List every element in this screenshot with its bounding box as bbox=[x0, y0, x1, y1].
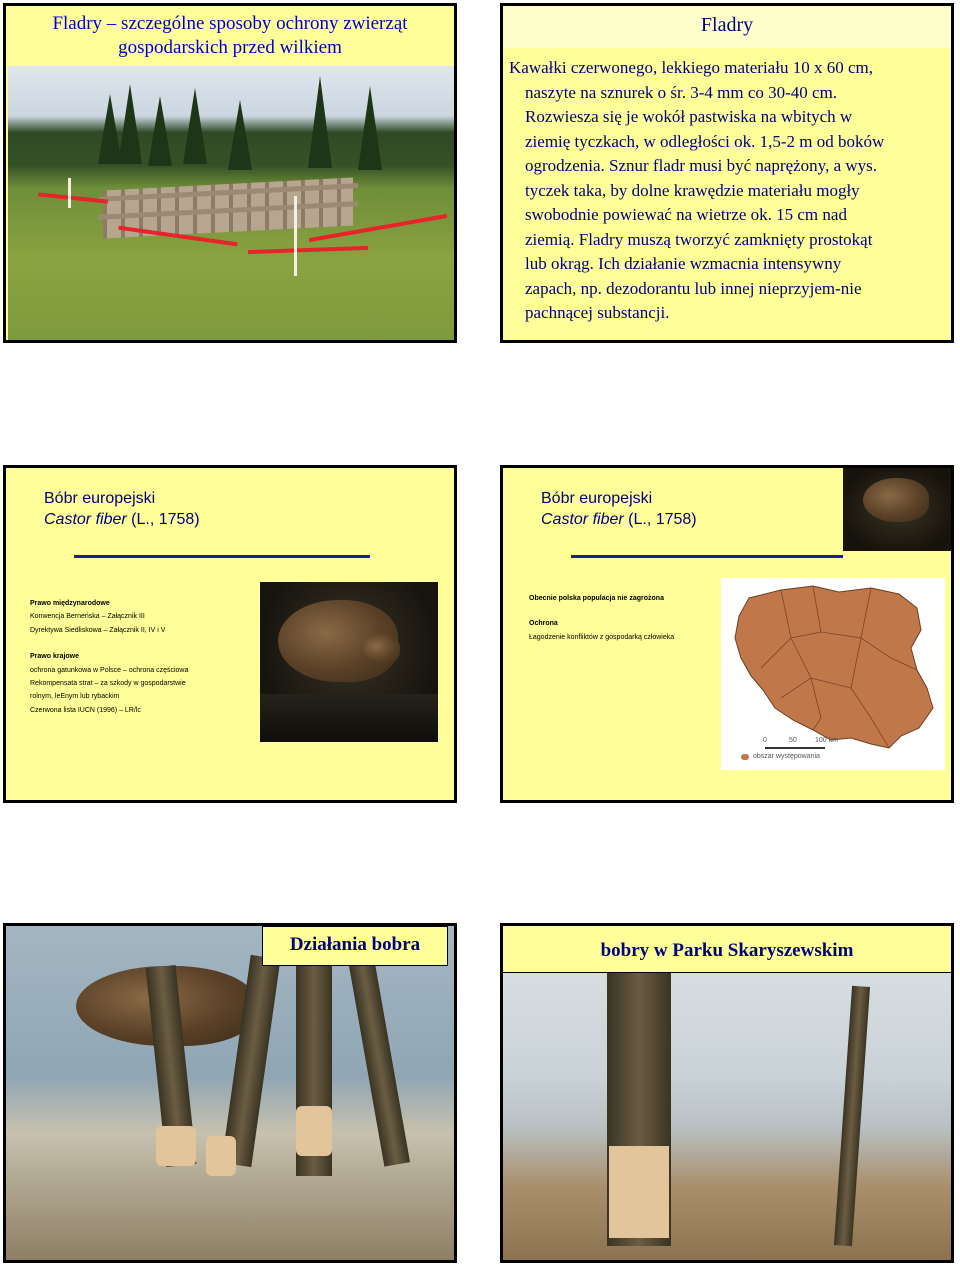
tree-shape bbox=[358, 86, 382, 170]
species-name: Bóbr europejski bbox=[44, 490, 156, 507]
slide-bobr-law bbox=[3, 465, 457, 803]
status-text bbox=[529, 592, 674, 644]
law-item: ochrona gatunkowa w Polsce – ochrona częściowa bbox=[30, 666, 189, 674]
park-tree-photo bbox=[503, 926, 951, 1260]
tree-trunk bbox=[348, 955, 410, 1166]
fence-post bbox=[294, 196, 297, 276]
tree-trunk bbox=[834, 986, 870, 1247]
law-item: Czerwona lista IUCN (1996) – LR/lc bbox=[30, 706, 141, 714]
scale-label-100: 100 km bbox=[815, 737, 838, 744]
law-list bbox=[30, 597, 188, 717]
tree-shape bbox=[148, 96, 172, 166]
body-line: tyczek taka, by dolne krawędzie materiału mogły bbox=[525, 180, 860, 200]
slide-title: Fladry bbox=[700, 14, 754, 36]
author-year: (L., 1758) bbox=[623, 511, 697, 528]
latin-line bbox=[541, 509, 697, 530]
water-reflection bbox=[260, 694, 438, 742]
slide-title: bobry w Parku Skaryszewskim bbox=[503, 926, 951, 973]
latin-name: Castor fiber bbox=[44, 511, 127, 528]
tree-shape bbox=[183, 88, 207, 164]
law-heading: Prawo krajowe bbox=[30, 653, 80, 661]
body-line: ziemię tyczkach, w odległości ok. 1,5-2 m od boków bbox=[525, 131, 885, 151]
body-line: swobodnie powiewać na wietrze ok. 15 cm nad bbox=[525, 205, 847, 224]
body-line: Kawałki czerwonego, lekkiego materiału 10 x 60 cm, bbox=[509, 58, 873, 77]
law-item: Dyrektywa Siedliskowa – Załącznik II, IV i V bbox=[30, 626, 166, 634]
spacer bbox=[529, 605, 674, 617]
slide-fladry-text bbox=[500, 3, 954, 343]
species-name: Bóbr europejski bbox=[541, 490, 653, 507]
body-line: ogrodzenia. Sznur fladr musi być naprężony, a wys. bbox=[525, 156, 878, 175]
title-line-2: gospodarskich przed wilkiem bbox=[118, 37, 342, 58]
population-status: Obecnie polska populacja nie zagrożona bbox=[529, 595, 664, 602]
author-year: (L., 1758) bbox=[126, 511, 200, 528]
slide-title bbox=[541, 488, 697, 530]
beaver-body bbox=[863, 478, 929, 522]
slide-title bbox=[6, 12, 454, 60]
poland-range-map bbox=[721, 578, 945, 770]
red-flag-line bbox=[38, 192, 108, 203]
title-line-1: Fladry – szczególne sposoby ochrony zwierząt bbox=[52, 13, 408, 34]
law-item: Konwencja Berneńska – Załącznik III bbox=[30, 613, 145, 621]
gnawed-stump bbox=[156, 1126, 196, 1166]
law-item: rolnym, leEnym lub rybackim bbox=[30, 693, 120, 701]
title-bar bbox=[503, 6, 951, 48]
spacer bbox=[30, 637, 188, 650]
protection-item: Łagodzenie konfliktów z gospodarką człowieka bbox=[529, 633, 675, 641]
body-line: ziemią. Fladry muszą tworzyć zamknięty prostokąt bbox=[525, 229, 873, 249]
protection-heading: Ochrona bbox=[529, 620, 558, 628]
tree-shape bbox=[308, 76, 332, 168]
latin-name: Castor fiber bbox=[541, 511, 624, 528]
gnawed-trees-photo bbox=[6, 926, 454, 1260]
title-underline bbox=[74, 555, 370, 558]
red-flag-line bbox=[248, 246, 368, 254]
gnawed-stump bbox=[296, 1106, 332, 1156]
latin-line bbox=[44, 509, 200, 530]
law-item: Rekompensata strat – za szkody w gospodarstwie bbox=[30, 680, 186, 688]
scale-label-0: 0 bbox=[763, 737, 767, 744]
beaver-photo bbox=[260, 582, 438, 742]
body-line: naszyte na sznurek o śr. 3-4 mm co 30-40 cm. bbox=[525, 82, 838, 102]
body-line: Rozwiesza się je wokół pastwiska na wbitych w bbox=[525, 107, 853, 126]
slide-title: Działania bobra bbox=[262, 926, 448, 966]
tree-shape bbox=[228, 100, 252, 170]
slide-body bbox=[509, 56, 949, 326]
beaver-corner-photo bbox=[843, 466, 954, 551]
slide-fladry-photo bbox=[3, 3, 457, 343]
poland-outline bbox=[735, 586, 933, 748]
slide-title bbox=[44, 488, 200, 530]
slide-bobr-park bbox=[500, 923, 954, 1263]
fence-post bbox=[68, 178, 71, 208]
body-line: zapach, np. dezodorantu lub innej nieprzyjem-nie bbox=[525, 278, 862, 298]
law-heading: Prawo międzynarodowe bbox=[30, 600, 110, 607]
tree-shape bbox=[118, 84, 142, 164]
pasture-fence-photo bbox=[8, 66, 455, 343]
gnawed-stump bbox=[206, 1136, 236, 1176]
slide-bobr-map bbox=[500, 465, 954, 803]
beaver-head bbox=[360, 634, 400, 664]
body-line: pachnącej substancji. bbox=[525, 303, 670, 322]
legend-swatch bbox=[741, 754, 749, 760]
scale-label-50: 50 bbox=[789, 737, 797, 744]
slide-bobr-activity bbox=[3, 923, 457, 1263]
legend-label: obszar występowania bbox=[753, 753, 820, 760]
scale-bar bbox=[765, 747, 825, 749]
title-underline bbox=[571, 555, 843, 558]
gnawed-bark bbox=[609, 1146, 669, 1238]
body-line: lub okrąg. Ich działanie wzmacnia intensywny bbox=[525, 254, 842, 273]
